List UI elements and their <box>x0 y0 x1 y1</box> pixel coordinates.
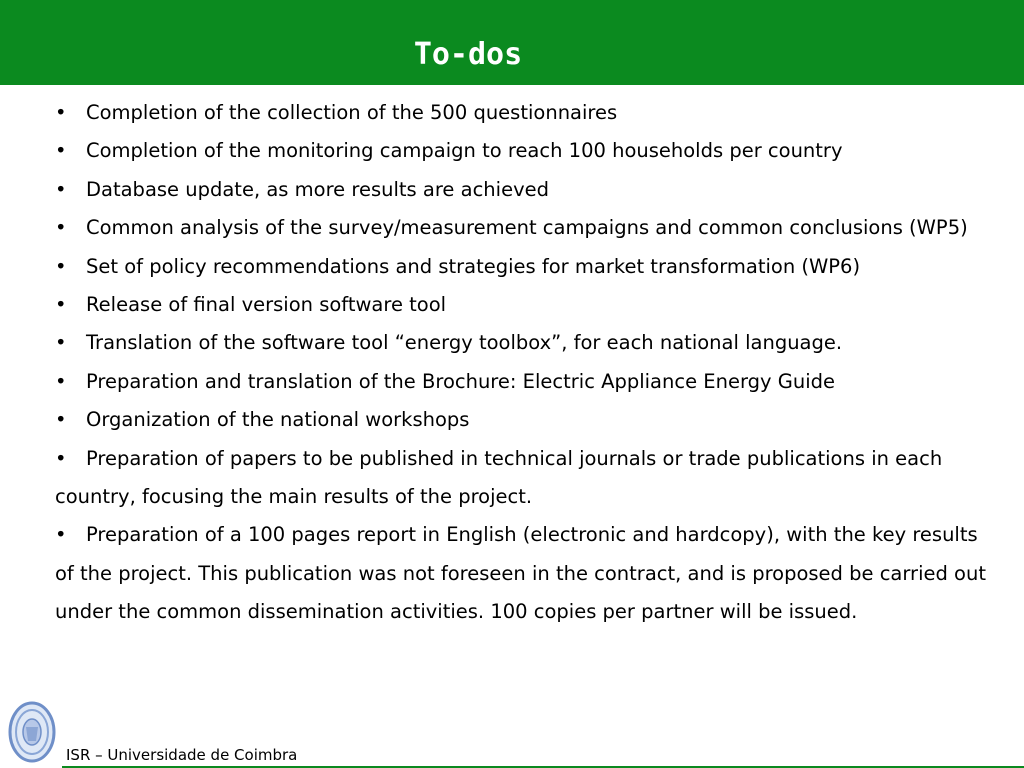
bullet: • <box>55 101 67 124</box>
list-item-text: Set of policy recommendations and strategies for market transformation (WP6) <box>86 254 861 278</box>
list-item-text: Preparation of a 100 pages report in English (electronic and hardcopy), with the key results of the project. This publication was not foreseen in the contract, and is proposed be carried out under the common dissemination activities. 100 copies per partner will be issued. <box>55 523 986 624</box>
bullet: • <box>55 446 67 470</box>
list-item-text: Preparation and translation of the Brochure: Electric Appliance Energy Guide <box>86 369 836 393</box>
list-item <box>55 171 995 209</box>
list-item <box>55 363 995 401</box>
bullet: • <box>55 139 67 163</box>
list-item <box>55 248 995 286</box>
list-item-text: Release of final version software tool <box>86 293 447 317</box>
bullet: • <box>55 369 67 393</box>
bullet: • <box>55 293 67 317</box>
list-item <box>55 401 995 439</box>
bullet: • <box>55 177 67 201</box>
bullet: • <box>55 216 67 240</box>
bullet: • <box>55 254 67 278</box>
list-item <box>55 440 995 517</box>
slide-title: To-dos <box>413 37 523 72</box>
list-item-text: Completion of the collection of the 500 questionnaires <box>86 101 618 124</box>
todo-list <box>55 94 995 632</box>
list-item-text: Database update, as more results are achieved <box>86 177 549 201</box>
list-item <box>55 286 995 324</box>
title-bar <box>0 0 1024 85</box>
list-item-text: Organization of the national workshops <box>86 408 470 432</box>
list-item-text: Preparation of papers to be published in technical journals or trade publications in each country, focusing the main results of the project. <box>55 446 943 509</box>
list-item <box>55 324 995 362</box>
list-item-text: Translation of the software tool “energy toolbox”, for each national language. <box>86 331 843 355</box>
footer-text: ISR – Universidade de Coimbra <box>66 746 298 764</box>
list-item <box>55 516 995 631</box>
list-item-text: Common analysis of the survey/measurement campaigns and common conclusions (WP5) <box>86 216 968 240</box>
bullet: • <box>55 331 67 355</box>
list-item <box>55 94 995 132</box>
list-item-text: Completion of the monitoring campaign to reach 100 households per country <box>86 139 843 163</box>
university-seal-icon <box>8 701 56 763</box>
list-item <box>55 132 995 170</box>
bullet: • <box>55 523 67 547</box>
list-item <box>55 209 995 247</box>
bullet: • <box>55 408 67 432</box>
